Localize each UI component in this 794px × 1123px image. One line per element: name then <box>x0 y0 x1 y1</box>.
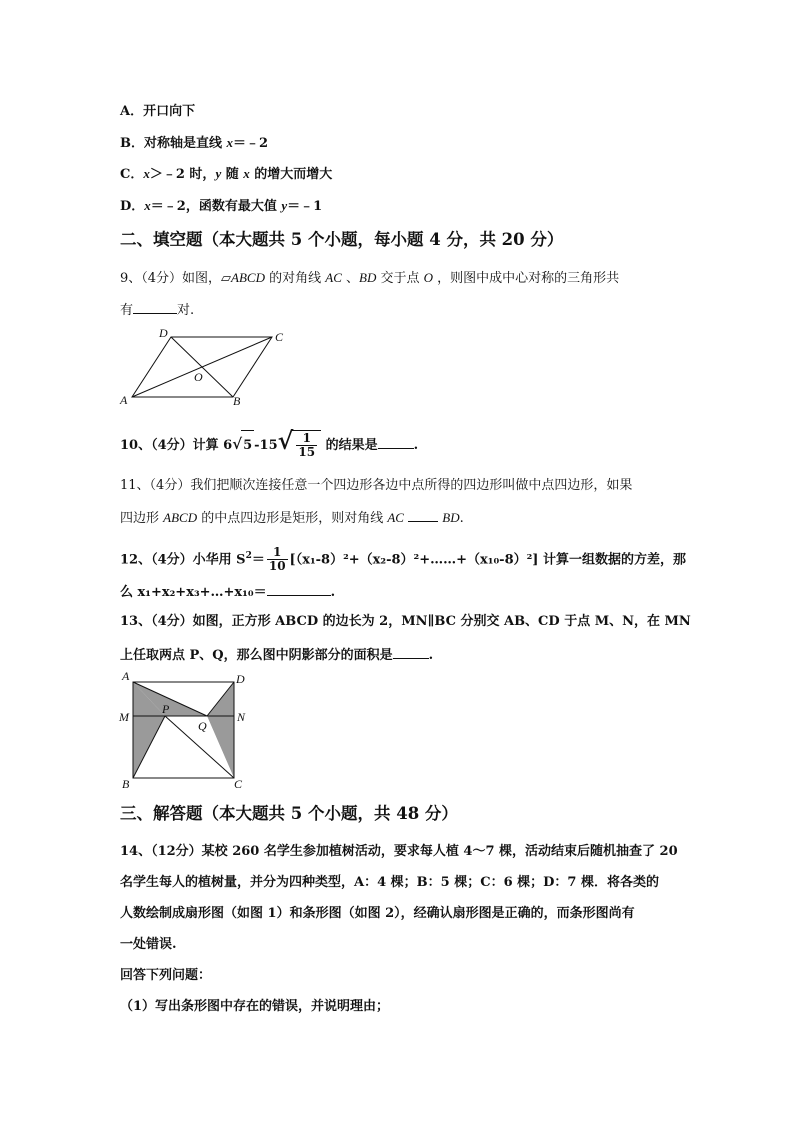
q9-prefix: 9、（4分）如图， <box>120 271 222 286</box>
label-c: C <box>275 330 284 344</box>
q11-end: . <box>459 511 464 526</box>
q9-line2 <box>120 301 194 319</box>
q9-line2b: 对. <box>177 303 195 318</box>
q13-square-figure <box>115 668 255 792</box>
q12-fraction <box>267 546 288 573</box>
q12-den: 10 <box>268 559 286 574</box>
q12-eq: ＝ <box>251 552 265 568</box>
q11-l2b: 的中点四边形是矩形，则对角线 <box>197 511 388 526</box>
q11-line2 <box>120 509 464 527</box>
sqrt-icon: √ <box>232 435 243 453</box>
option-c <box>120 166 332 183</box>
label-o: O <box>194 370 203 384</box>
q12-line1 <box>120 542 686 574</box>
q11-answer-blank[interactable] <box>408 509 438 522</box>
section-2-heading: 二、填空题（本大题共 5 个小题，每小题 4 分，共 20 分） <box>120 230 564 249</box>
label-b: B <box>233 394 241 408</box>
label-m: M <box>119 710 129 724</box>
option-c-end: 的增大而增大 <box>249 167 333 182</box>
option-c-cond: ＞﹣2 时， <box>149 167 216 182</box>
option-b-eq: ＝﹣2 <box>233 136 269 151</box>
q14-line3: 人数绘制成扇形图（如图 1）和条形图（如图 2），经确认扇形图是正确的，而条形图尚有 <box>120 906 635 921</box>
q12-line2-text: 么 x₁+x₂+x₃+…+x₁₀＝ <box>120 585 267 600</box>
q9-answer-blank[interactable] <box>133 301 177 314</box>
label-q: Q <box>198 719 207 733</box>
section-3-heading: 三、解答题（本大题共 5 个小题，共 48 分） <box>120 804 458 823</box>
q9-t3: 交于点 <box>376 271 424 286</box>
q9-shape: ▱ABCD <box>221 270 265 285</box>
label-d: D <box>236 672 245 686</box>
q13-line2a: 上任取两点 P、Q，那么图中阴影部分的面积是 <box>120 648 393 663</box>
label-a: A <box>120 393 128 407</box>
q13-line2 <box>120 646 433 664</box>
q10-num: 1 <box>296 432 317 446</box>
q12-body: [（x₁-8）²+（x₂-8）²+……+（x₁₀-8）²] 计算一组数据的方差，那 <box>289 552 686 568</box>
option-d <box>120 198 322 215</box>
q14-line5: 回答下列问题： <box>120 968 212 983</box>
option-c-x2: x <box>243 166 250 181</box>
q10-fraction-under-root <box>292 430 321 461</box>
q11-abcd: ABCD <box>163 510 198 525</box>
q10-den: 15 <box>298 445 316 459</box>
q9-line2a: 有 <box>120 303 134 318</box>
label-c: C <box>234 777 243 791</box>
q13-end: . <box>428 648 434 663</box>
q9-ac: AC <box>325 270 342 285</box>
q14-line6: （1）写出条形图中存在的错误，并说明理由； <box>120 999 390 1014</box>
q12-num: 1 <box>267 546 288 560</box>
diagonal-bd <box>171 337 233 397</box>
q10-end: . <box>413 438 419 453</box>
q9-bd: BD <box>359 270 377 285</box>
q14-line4: 一处错误. <box>120 937 177 952</box>
q13-line1: 13、（4分）如图，正方形 ABCD 的边长为 2，MN∥BC 分别交 AB、CD 于点 M、N，在 MN <box>120 614 691 629</box>
option-b <box>120 135 268 152</box>
q9-t1: 的对角线 <box>265 271 326 286</box>
option-c-prefix: C． <box>120 167 144 182</box>
sqrt-large-icon: √ <box>277 426 294 455</box>
option-d-end: ＝﹣1 <box>287 199 323 214</box>
q9-t4: ，则图中成中心对称的三角形共 <box>433 271 620 286</box>
option-d-mid: ＝﹣2，函数有最大值 <box>150 199 282 214</box>
option-b-text: B．对称轴是直线 <box>120 136 222 151</box>
q10-answer-blank[interactable] <box>378 436 414 449</box>
label-p: P <box>162 702 170 716</box>
option-c-mid: 随 <box>221 167 244 182</box>
option-a: A．开口向下 <box>120 104 196 119</box>
q14-line2: 名学生每人的植树量，并分为四种类型，A：4 棵；B：5 棵；C：6 棵；D：7 棵．将各类的 <box>120 875 659 890</box>
label-b: B <box>122 777 130 791</box>
option-c-var: x <box>143 166 150 181</box>
q12-answer-blank[interactable] <box>267 583 331 596</box>
q11-l2a: 四边形 <box>120 511 164 526</box>
q12-line2 <box>120 583 335 601</box>
label-n: N <box>237 710 246 724</box>
option-c-y: y <box>215 166 222 181</box>
q10-prefix: 10、（4分）计算 6 <box>120 438 233 453</box>
q10-suffix: 的结果是 <box>321 438 378 453</box>
label-a: A <box>122 669 130 683</box>
q12-end: . <box>330 585 336 600</box>
q10-fraction <box>296 432 317 459</box>
q9-line1 <box>120 270 619 287</box>
q11-bd: BD <box>442 510 460 525</box>
q10-line <box>120 426 419 459</box>
option-b-var: x <box>226 135 234 150</box>
option-d-y: y <box>281 198 288 213</box>
q10-minus: -15 <box>254 438 278 453</box>
q12-sq: 2 <box>245 551 252 561</box>
label-d: D <box>159 326 168 340</box>
option-d-prefix: D． <box>120 199 145 214</box>
q11-ac: AC <box>387 510 404 525</box>
q9-o: O <box>423 270 434 285</box>
q12-prefix: 12、（4分）小华用 S <box>120 552 246 568</box>
q11-line1: 11、（4分）我们把顺次连接任意一个四边形各边中点所得的四边形叫做中点四边形，如果 <box>120 478 633 493</box>
q9-t2: 、 <box>341 271 360 286</box>
q9-parallelogram-figure <box>115 323 295 409</box>
q10-radicand: 5 <box>241 430 254 461</box>
option-d-var: x <box>144 198 151 213</box>
q13-answer-blank[interactable] <box>393 646 429 659</box>
q14-line1: 14、（12分）某校 260 名学生参加植树活动，要求每人植 4～7 棵，活动结束后随机抽查了 20 <box>120 844 678 859</box>
